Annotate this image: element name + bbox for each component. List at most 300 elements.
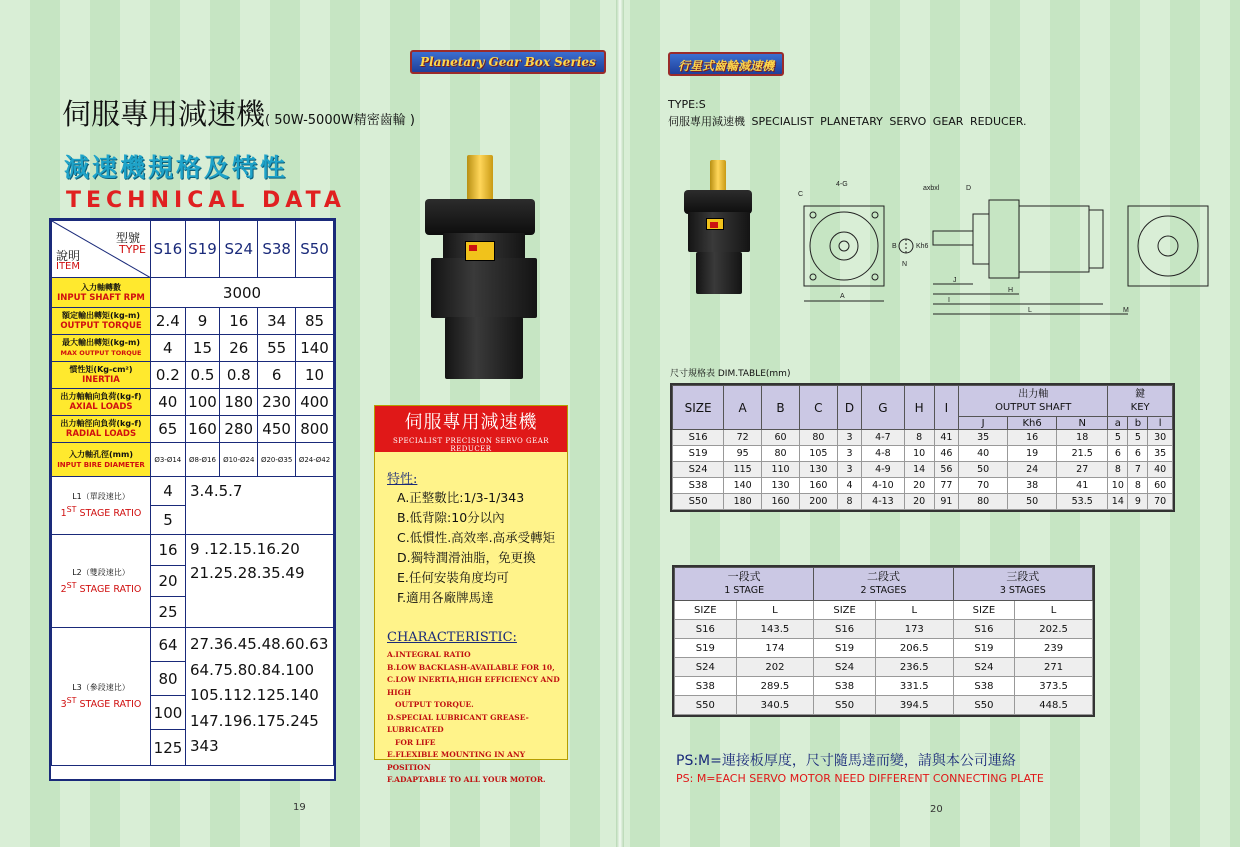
- cell-value: 80: [762, 446, 800, 462]
- cell-value: Ø10-Ø24: [220, 443, 258, 477]
- stage-ratio: 100: [151, 696, 186, 730]
- note-cn: PS:M=連接板厚度，尺寸隨馬達而變，請與本公司連絡: [676, 753, 1016, 769]
- key-header: [1108, 386, 1173, 417]
- ratio-line: 343: [190, 737, 219, 755]
- col-header: H: [904, 386, 934, 430]
- output-shaft: [710, 160, 726, 192]
- cell-value: S19: [814, 639, 876, 658]
- cell-value: Ø24-Ø42: [296, 443, 334, 477]
- stage-length-table: [672, 565, 1095, 717]
- list-item: F.適用各廠牌馬達: [397, 590, 494, 605]
- cell-value: 10: [296, 362, 334, 389]
- group-en: 1 STAGE: [724, 585, 765, 596]
- subtitle-en: TECHNICAL DATA: [66, 188, 346, 213]
- stage-ratio: 16: [151, 535, 186, 566]
- model-header: S50: [296, 221, 334, 278]
- cell-value: 60: [1148, 478, 1173, 494]
- cell-value: Ø3-Ø14: [151, 443, 186, 477]
- ratio-line: 21.25.28.35.49: [190, 564, 305, 582]
- table-row: [52, 362, 334, 389]
- cell-value: 105: [799, 446, 837, 462]
- subtitle-cn: 減速機規格及特性: [64, 153, 289, 182]
- stage-ratio: 4: [151, 477, 186, 506]
- motor-adapter: [431, 258, 537, 318]
- cell-value: 9: [185, 308, 220, 335]
- type-description: 伺服專用減速機 SPECIALIST PLANETARY SERVO GEAR REDUCER.: [668, 115, 1027, 128]
- cell-value: 6: [1128, 446, 1148, 462]
- group-header: [675, 568, 814, 601]
- cell-value: 5: [1128, 430, 1148, 446]
- drawing-label: N: [902, 261, 908, 268]
- row-label-cn: 最大輸出轉矩(kg-m): [61, 338, 140, 347]
- cell-value: 160: [799, 478, 837, 494]
- cell-value: 200: [799, 494, 837, 510]
- table-row: [673, 430, 1173, 446]
- output-shaft-cn: 出力軸: [1018, 389, 1049, 400]
- cell-value: S16: [673, 430, 724, 446]
- cell-value: 4-10: [862, 478, 904, 494]
- cell-value: 41: [934, 430, 958, 446]
- title-note: ( 50W-5000W精密齒輪 ): [265, 113, 415, 128]
- group-en: 2 STAGES: [860, 585, 907, 596]
- cell-value: 0.2: [151, 362, 186, 389]
- list-item: C.LOW INERTIA,HIGH EFFICIENCY AND HIGH: [387, 675, 560, 697]
- drawing-label: axbxl: [923, 185, 940, 192]
- stage-sup: ST: [66, 696, 77, 706]
- list-item: F.ADAPTABLE TO ALL YOUR MOTOR.: [387, 775, 546, 784]
- stage-label-en: [52, 579, 150, 596]
- technical-data-table: [49, 218, 336, 781]
- table-row: [673, 462, 1173, 478]
- feature-title-en: SPECIALIST PRECISION SERVO GEAR REDUCER: [392, 437, 550, 453]
- col-header: L: [736, 601, 814, 620]
- list-item: FOR LIFE: [395, 737, 436, 747]
- list-item: B.LOW BACKLASH-AVAILABLE FOR 10,: [387, 662, 555, 672]
- cell-value: 35: [959, 430, 1008, 446]
- drawing-label: M: [1123, 307, 1129, 314]
- row-label: [52, 416, 151, 443]
- mounting-flange: [425, 199, 535, 235]
- cell-value: 289.5: [736, 677, 814, 696]
- cell-value: 40: [151, 389, 186, 416]
- feature-title-cn: 伺服專用減速機: [404, 412, 538, 433]
- col-header: C: [799, 386, 837, 430]
- cell-value: S16: [814, 620, 876, 639]
- cell-value: 38: [1008, 478, 1057, 494]
- stage-label: [52, 535, 151, 628]
- drawing-label: C: [798, 191, 804, 198]
- cell-value: 202.5: [1015, 620, 1093, 639]
- model-header: S38: [258, 221, 296, 278]
- stage-rest: STAGE RATIO: [76, 508, 142, 520]
- cell-value: 70: [1148, 494, 1173, 510]
- cell-value: 140: [296, 335, 334, 362]
- row-label: [52, 278, 151, 308]
- col-header: L: [1015, 601, 1093, 620]
- cell-value: 173: [875, 620, 953, 639]
- feature-panel: [374, 405, 568, 784]
- cell-value: 6: [258, 362, 296, 389]
- cell-value: S24: [953, 658, 1015, 677]
- cell-value: 8: [837, 494, 861, 510]
- col-header: I: [934, 386, 958, 430]
- cell-value: 40: [959, 446, 1008, 462]
- cell-value: 50: [959, 462, 1008, 478]
- col-header: b: [1128, 417, 1148, 430]
- cell-value: S38: [953, 677, 1015, 696]
- table-row: [675, 639, 1093, 658]
- note-en: PS: M=EACH SERVO MOTOR NEED DIFFERENT CONNECTING PLATE: [676, 772, 1044, 785]
- brand-label: [706, 218, 724, 230]
- page-title: [62, 92, 415, 133]
- cell-value: 10: [1108, 478, 1128, 494]
- ratio-line: 3.4.5.7: [190, 482, 243, 500]
- col-header: J: [959, 417, 1008, 430]
- row-label: [52, 335, 151, 362]
- group-cn: 三段式: [1006, 570, 1040, 583]
- cell-value: 72: [724, 430, 762, 446]
- cell-value: 174: [736, 639, 814, 658]
- cell-value: 3000: [151, 278, 334, 308]
- cell-value: 236.5: [875, 658, 953, 677]
- page-19: [0, 0, 618, 847]
- cell-value: 21.5: [1057, 446, 1108, 462]
- stage-label: [52, 477, 151, 535]
- cell-value: 230: [258, 389, 296, 416]
- table-subheader-row: [675, 601, 1093, 620]
- cell-value: 9: [1128, 494, 1148, 510]
- cell-value: S24: [814, 658, 876, 677]
- cell-value: S50: [675, 696, 737, 715]
- col-header: D: [837, 386, 861, 430]
- cell-value: S19: [673, 446, 724, 462]
- cell-value: 91: [934, 494, 958, 510]
- page-number: 19: [293, 802, 306, 813]
- ratio-line: 27.36.45.48.60.63: [190, 635, 329, 653]
- cell-value: 271: [1015, 658, 1093, 677]
- page-number: 20: [930, 804, 943, 815]
- table-row: [52, 278, 334, 308]
- row-label-en: INPUT SHAFT RPM: [57, 292, 145, 303]
- dim-table-title: 尺寸規格表 DIM.TABLE(mm): [670, 369, 791, 379]
- dimension-table: [670, 383, 1175, 512]
- cell-value: 6: [1108, 446, 1128, 462]
- cell-value: 4: [837, 478, 861, 494]
- table-row: [673, 478, 1173, 494]
- cell-value: 450: [258, 416, 296, 443]
- item-cn: 說明: [56, 249, 81, 263]
- list-item: D.獨特潤滑油脂，免更換: [397, 550, 536, 565]
- cell-value: 10: [904, 446, 934, 462]
- drawing-label: I: [948, 297, 950, 304]
- cell-value: 4-7: [862, 430, 904, 446]
- cell-value: 160: [185, 416, 220, 443]
- row-label-cn: 慣性矩(Kg-cm²): [69, 365, 133, 374]
- cell-value: S16: [953, 620, 1015, 639]
- stage-label-cn: L2（雙段速比）: [72, 567, 130, 577]
- output-shaft: [467, 155, 493, 203]
- cell-value: 143.5: [736, 620, 814, 639]
- cell-value: 115: [724, 462, 762, 478]
- cell-value: 46: [934, 446, 958, 462]
- cell-value: 95: [724, 446, 762, 462]
- cell-value: 340.5: [736, 696, 814, 715]
- ratio-list: [186, 628, 334, 766]
- cell-value: 34: [258, 308, 296, 335]
- gearbox-image: [684, 160, 754, 300]
- cell-value: 85: [296, 308, 334, 335]
- cell-value: 800: [296, 416, 334, 443]
- cell-value: 26: [220, 335, 258, 362]
- col-header: SIZE: [675, 601, 737, 620]
- table-corner-header: [52, 221, 151, 278]
- cell-value: 180: [220, 389, 258, 416]
- drawing-label: Kh6: [916, 243, 929, 250]
- cell-value: 130: [799, 462, 837, 478]
- cell-value: 77: [934, 478, 958, 494]
- ratio-line: 64.75.80.84.100: [190, 660, 315, 679]
- cell-value: 394.5: [875, 696, 953, 715]
- list-item: D.SPECIAL LUBRICANT GREASE-LUBRICATED: [387, 712, 529, 734]
- cell-value: 3: [837, 430, 861, 446]
- cell-value: 15: [185, 335, 220, 362]
- cell-value: 40: [1148, 462, 1173, 478]
- output-shaft-en: OUTPUT SHAFT: [995, 402, 1072, 413]
- stage-num: 1: [60, 508, 67, 520]
- output-shaft-header: [959, 386, 1108, 417]
- cell-value: 400: [296, 389, 334, 416]
- drawing-label: A: [840, 293, 845, 300]
- cell-value: Ø8-Ø16: [185, 443, 220, 477]
- dimension-drawing: [788, 176, 1223, 321]
- stage-num: 3: [60, 699, 67, 711]
- row-label-cn: 入力軸孔徑(mm): [69, 449, 133, 459]
- cell-value: 80: [799, 430, 837, 446]
- row-label-cn: 入力軸轉數: [81, 282, 121, 292]
- table-row: [52, 628, 334, 662]
- stage-ratio: 25: [151, 597, 186, 628]
- title-main: 伺服專用減速機: [62, 97, 266, 131]
- cell-value: S50: [814, 696, 876, 715]
- feature-panel-header: [375, 406, 567, 452]
- table-row: [52, 335, 334, 362]
- table-header-row: [675, 568, 1093, 601]
- stage-sup: ST: [66, 505, 77, 515]
- cell-value: S38: [814, 677, 876, 696]
- ratio-line: 147.196.175.245: [190, 711, 319, 730]
- cell-value: 448.5: [1015, 696, 1093, 715]
- cell-value: 80: [959, 494, 1008, 510]
- cell-value: 180: [724, 494, 762, 510]
- col-header: G: [862, 386, 904, 430]
- cell-value: 3: [837, 446, 861, 462]
- type-en: TYPE: [118, 243, 146, 256]
- col-header: Kh6: [1008, 417, 1057, 430]
- cell-value: 206.5: [875, 639, 953, 658]
- stage-label-en: [52, 503, 150, 520]
- cell-value: 35: [1148, 446, 1173, 462]
- front-view-square: [804, 206, 884, 286]
- col-header: L: [875, 601, 953, 620]
- cell-value: 280: [220, 416, 258, 443]
- stage-num: 2: [60, 584, 67, 596]
- stage-label-cn: L1（單段速比）: [72, 492, 130, 502]
- characteristic-heading: CHARACTERISTIC:: [387, 630, 517, 645]
- cell-value: S24: [675, 658, 737, 677]
- cell-value: 110: [762, 462, 800, 478]
- cell-value: 331.5: [875, 677, 953, 696]
- table-row: [673, 494, 1173, 510]
- col-header: B: [762, 386, 800, 430]
- table-row: [52, 308, 334, 335]
- key-en: KEY: [1130, 402, 1150, 413]
- row-label-en: INPUT BIRE DIAMETER: [57, 460, 145, 469]
- cell-value: 5: [1108, 430, 1128, 446]
- row-label-en: AXIAL LOADS: [69, 402, 133, 412]
- col-header: SIZE: [953, 601, 1015, 620]
- connecting-plate: [696, 252, 742, 294]
- cell-value: 4-9: [862, 462, 904, 478]
- cell-value: 16: [220, 308, 258, 335]
- model-header: S19: [185, 221, 220, 278]
- cell-value: 20: [904, 494, 934, 510]
- series-badge-cn: 行星式齒輪減速機: [668, 52, 784, 76]
- table-row: [675, 620, 1093, 639]
- cell-value: 50: [1008, 494, 1057, 510]
- cell-value: S16: [675, 620, 737, 639]
- stage-ratio: 5: [151, 506, 186, 535]
- cell-value: 373.5: [1015, 677, 1093, 696]
- row-label: [52, 389, 151, 416]
- cell-value: 7: [1128, 462, 1148, 478]
- row-label: [52, 362, 151, 389]
- table-row: [52, 535, 334, 566]
- list-item: A.正整數比:1/3-1/343: [397, 490, 525, 505]
- cell-value: 130: [762, 478, 800, 494]
- features-list: [397, 488, 555, 608]
- stage-ratio: 64: [151, 628, 186, 662]
- cell-value: 53.5: [1057, 494, 1108, 510]
- row-label: [52, 308, 151, 335]
- cell-value: Ø20-Ø35: [258, 443, 296, 477]
- drawing-label: J: [953, 277, 957, 284]
- cell-value: S38: [675, 677, 737, 696]
- table-row: [675, 677, 1093, 696]
- row-label-en: MAX OUTPUT TORQUE: [60, 349, 142, 357]
- col-header: A: [724, 386, 762, 430]
- stage-rest: STAGE RATIO: [76, 699, 142, 711]
- model-header: S24: [220, 221, 258, 278]
- mounting-flange: [684, 190, 752, 214]
- ratio-list: [186, 477, 334, 535]
- cell-value: 41: [1057, 478, 1108, 494]
- col-header: SIZE: [673, 386, 724, 430]
- col-header: l: [1148, 417, 1173, 430]
- stage-sup: ST: [66, 580, 77, 590]
- row-label-cn: 出力軸徑向負荷(kg-f): [60, 419, 142, 428]
- group-cn: 二段式: [866, 570, 900, 583]
- stage-ratio: 20: [151, 566, 186, 597]
- table-row: [52, 477, 334, 506]
- stage-ratio: 125: [151, 730, 186, 766]
- gearbox-image: [425, 155, 545, 385]
- list-item: B.低背隙:10分以內: [397, 510, 505, 525]
- ratio-list: [186, 535, 334, 628]
- row-label: [52, 443, 151, 477]
- stage-ratio: 80: [151, 662, 186, 696]
- list-item: OUTPUT TORQUE.: [395, 700, 474, 709]
- group-en: 3 STAGES: [999, 585, 1046, 596]
- cell-value: 202: [736, 658, 814, 677]
- type-label: TYPE:S: [668, 98, 706, 111]
- cell-value: 100: [185, 389, 220, 416]
- cell-value: 4-8: [862, 446, 904, 462]
- drawing-label: D: [966, 185, 972, 192]
- cell-value: 8: [1128, 478, 1148, 494]
- list-item: E.任何安裝角度均可: [397, 570, 509, 585]
- cell-value: 65: [151, 416, 186, 443]
- cell-value: 3: [837, 462, 861, 478]
- group-cn: 一段式: [727, 570, 761, 583]
- drawing-label: H: [1008, 287, 1014, 294]
- row-label-cn: 出力軸軸向負荷(kg-f): [60, 392, 142, 401]
- col-header: N: [1057, 417, 1108, 430]
- features-heading: 特性:: [387, 472, 418, 487]
- table-row: [675, 696, 1093, 715]
- model-header: S16: [151, 221, 186, 278]
- cell-value: 2.4: [151, 308, 186, 335]
- cell-value: 18: [1057, 430, 1108, 446]
- table-row: [52, 443, 334, 477]
- brand-label: [465, 241, 495, 261]
- key-cn: 鍵: [1135, 389, 1146, 400]
- cell-value: 24: [1008, 462, 1057, 478]
- cell-value: 16: [1008, 430, 1057, 446]
- type-cn: 型號: [115, 231, 140, 245]
- cell-value: S24: [673, 462, 724, 478]
- drawing-label: B: [892, 243, 897, 250]
- table-row: [52, 389, 334, 416]
- col-header: SIZE: [814, 601, 876, 620]
- table-row: [673, 446, 1173, 462]
- characteristic-list: [387, 649, 567, 787]
- list-item: A.INTEGRAL RATIO: [387, 650, 471, 659]
- cell-value: 70: [959, 478, 1008, 494]
- cell-value: 4: [151, 335, 186, 362]
- table-row: [52, 416, 334, 443]
- cell-value: S19: [953, 639, 1015, 658]
- table-header-row: [673, 386, 1173, 417]
- series-badge-en: Planetary Gear Box Series: [410, 50, 606, 74]
- stage-label-en: [52, 694, 150, 711]
- cell-value: 55: [258, 335, 296, 362]
- drawing-label: L: [1028, 307, 1032, 314]
- row-label-cn: 額定輸出轉矩(kg-m): [61, 311, 140, 320]
- cell-value: S19: [675, 639, 737, 658]
- cell-value: 27: [1057, 462, 1108, 478]
- item-en: ITEM: [56, 261, 81, 272]
- connecting-plate: [445, 317, 523, 379]
- stage-label: [52, 628, 151, 766]
- list-item: E.FLEXIBLE MOUNTING IN ANY POSITION: [387, 750, 526, 772]
- cell-value: S50: [953, 696, 1015, 715]
- cell-value: 0.8: [220, 362, 258, 389]
- cell-value: S50: [673, 494, 724, 510]
- cell-value: 14: [1108, 494, 1128, 510]
- cell-value: 0.5: [185, 362, 220, 389]
- row-label-en: INERTIA: [82, 375, 120, 385]
- cell-value: 239: [1015, 639, 1093, 658]
